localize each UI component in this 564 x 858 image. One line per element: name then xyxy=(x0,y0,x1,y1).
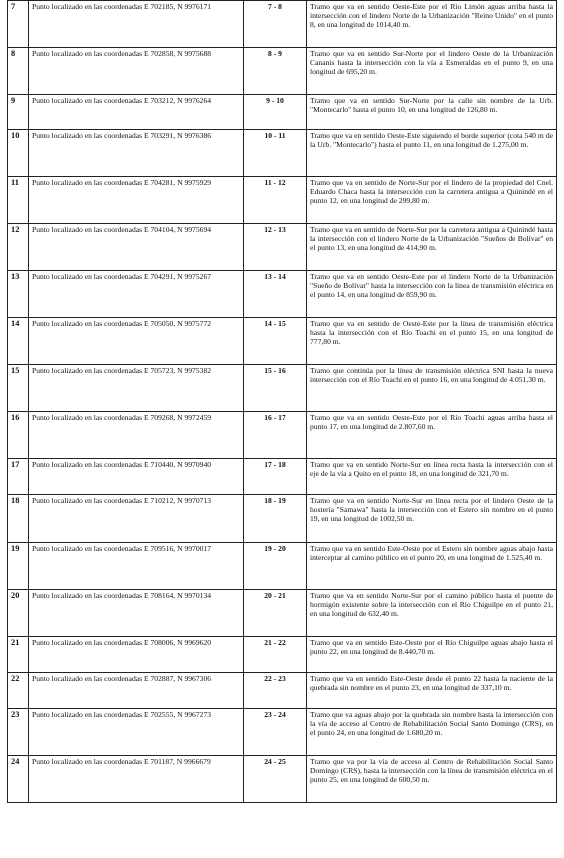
table-row xyxy=(8,543,557,590)
segment-range: 24 - 25 xyxy=(244,756,307,803)
table-row xyxy=(8,709,557,756)
segment-range: 20 - 21 xyxy=(244,590,307,637)
point-location: Punto localizado en las coordenadas E 710440, N 9970940 xyxy=(29,459,244,495)
table-row xyxy=(8,590,557,637)
table-row xyxy=(8,130,557,177)
table-row xyxy=(8,271,557,318)
point-location: Punto localizado en las coordenadas E 702858, N 9975688 xyxy=(29,48,244,95)
point-location: Punto localizado en las coordenadas E 705050, N 9975772 xyxy=(29,318,244,365)
point-location: Punto localizado en las coordenadas E 702555, N 9967273 xyxy=(29,709,244,756)
segment-description: Tramo que va en sentido Sur-Norte por el lindero Oeste de la Urbanización Cananis hasta la intersección con la vía a Esmeraldas en el punto 9, en una longitud de 695,20 m. xyxy=(307,48,557,95)
table-row xyxy=(8,637,557,673)
segment-description: Tramo que va en sentido Sur-Norte por la calle sin nombre de la Urb. "Montecarlo" hasta el punto 10, en una longitud de 126,80 m. xyxy=(307,95,557,130)
point-location: Punto localizado en las coordenadas E 705723, N 9975382 xyxy=(29,365,244,412)
segment-description: Tramo que va en sentido Oeste-Este siguiendo el borde superior (cota 540 m de la Urb. "Montecarlo") hasta el punto 11, en una longitud de 1.275,00 m. xyxy=(307,130,557,177)
segment-description: Tramo que va en sentido Este-Oeste por el Río Chiguilpe aguas abajo hasta el punto 22, en una longitud de 8.440,70 m. xyxy=(307,637,557,673)
row-number: 22 xyxy=(8,673,29,709)
row-number: 13 xyxy=(8,271,29,318)
row-number: 12 xyxy=(8,224,29,271)
segment-range: 19 - 20 xyxy=(244,543,307,590)
point-location: Punto localizado en las coordenadas E 702887, N 9967306 xyxy=(29,673,244,709)
segment-description: Tramo que va en sentido Norte-Sur en línea recta hasta la intersección con el eje de la vía a Quito en el punto 18, en una longitud de 321,70 m. xyxy=(307,459,557,495)
segment-range: 18 - 19 xyxy=(244,495,307,543)
segment-description: Tramo que continúa por la línea de transmisión eléctrica SNI hasta la nueva intersección con el Río Toachi en el punto 16, en una longitud de 4.051,30 m. xyxy=(307,365,557,412)
segment-description: Tramo que va en sentido Oeste-Este por el Río Toachi aguas arriba hasta el punto 17, en una longitud de 2.807,60 m. xyxy=(307,412,557,459)
point-location: Punto localizado en las coordenadas E 703212, N 9976264 xyxy=(29,95,244,130)
row-number: 24 xyxy=(8,756,29,803)
segment-range: 12 - 13 xyxy=(244,224,307,271)
table-row xyxy=(8,412,557,459)
boundary-table xyxy=(7,0,557,803)
point-location: Punto localizado en las coordenadas E 704291, N 9975267 xyxy=(29,271,244,318)
row-number: 7 xyxy=(8,1,29,48)
point-location: Punto localizado en las coordenadas E 704281, N 9975929 xyxy=(29,177,244,224)
segment-range: 23 - 24 xyxy=(244,709,307,756)
segment-description: Tramo que va en sentido Norte-Sur por el camino público hasta el puente de hormigón existente sobre la intersección con el Río Chiguilpe en el punto 21, en una longitud de 632,40 m. xyxy=(307,590,557,637)
row-number: 23 xyxy=(8,709,29,756)
table-row xyxy=(8,365,557,412)
segment-range: 21 - 22 xyxy=(244,637,307,673)
point-location: Punto localizado en las coordenadas E 703291, N 9976386 xyxy=(29,130,244,177)
segment-range: 9 - 10 xyxy=(244,95,307,130)
row-number: 8 xyxy=(8,48,29,95)
row-number: 20 xyxy=(8,590,29,637)
point-location: Punto localizado en las coordenadas E 708006, N 9969620 xyxy=(29,637,244,673)
segment-range: 22 - 23 xyxy=(244,673,307,709)
table-row xyxy=(8,95,557,130)
segment-range: 13 - 14 xyxy=(244,271,307,318)
segment-range: 11 - 12 xyxy=(244,177,307,224)
segment-description: Tramo que va en sentido de Norte-Sur por el lindero de la propiedad del Cnel. Eduardo Chaca hasta la intersección con la carretera antigua a Quinindé en el punto 12, en una longitud de 299,80 m. xyxy=(307,177,557,224)
table-row xyxy=(8,48,557,95)
segment-range: 15 - 16 xyxy=(244,365,307,412)
point-location: Punto localizado en las coordenadas E 701187, N 9966679 xyxy=(29,756,244,803)
table-row xyxy=(8,1,557,48)
segment-range: 14 - 15 xyxy=(244,318,307,365)
segment-description: Tramo que va aguas abajo por la quebrada sin nombre hasta la intersección con la vía de acceso al Centro de Rehabilitación Social Santo Domingo (CRS), en el punto 24, en una longitud de 1.680,20 m. xyxy=(307,709,557,756)
table-row xyxy=(8,756,557,803)
segment-range: 8 - 9 xyxy=(244,48,307,95)
point-location: Punto localizado en las coordenadas E 704104, N 9975694 xyxy=(29,224,244,271)
segment-description: Tramo que va por la vía de acceso al Centro de Rehabilitación Social Santo Domingo (CRS), hasta la intersección con la línea de transmisión eléctrica en el punto 25, en una longitud de 600,50 m. xyxy=(307,756,557,803)
segment-description: Tramo que va en sentido de Norte-Sur por la carretera antigua a Quinindé hasta la intersección con el lindero Norte de la Urbanización "Sueños de Bolívar" en el punto 13, en una longitud de 414,90 m. xyxy=(307,224,557,271)
point-location: Punto localizado en las coordenadas E 702185, N 9976171 xyxy=(29,1,244,48)
table-body xyxy=(8,1,557,803)
table-row xyxy=(8,318,557,365)
row-number: 19 xyxy=(8,543,29,590)
point-location: Punto localizado en las coordenadas E 709268, N 9972459 xyxy=(29,412,244,459)
segment-range: 17 - 18 xyxy=(244,459,307,495)
segment-description: Tramo que va en sentido Oeste-Este por el lindero Norte de la Urbanización "Sueño de Bolívar" hasta la intersección con la línea de transmisión eléctrica en el punto 14, en una longitud de 859,90 m. xyxy=(307,271,557,318)
table-row xyxy=(8,495,557,543)
point-location: Punto localizado en las coordenadas E 709516, N 9970017 xyxy=(29,543,244,590)
segment-range: 16 - 17 xyxy=(244,412,307,459)
table-row xyxy=(8,224,557,271)
point-location: Punto localizado en las coordenadas E 710212, N 9970713 xyxy=(29,495,244,543)
table-row xyxy=(8,673,557,709)
row-number: 9 xyxy=(8,95,29,130)
row-number: 18 xyxy=(8,495,29,543)
segment-description: Tramo que va en sentido Este-Oeste desde el punto 22 hasta la naciente de la quebrada sin nombre en el punto 23, en una longitud de 337,10 m. xyxy=(307,673,557,709)
segment-description: Tramo que va en sentido Este-Oeste por el Estero sin nombre aguas abajo hasta interceptar al camino público en el punto 20, en una longitud de 1.525,40 m. xyxy=(307,543,557,590)
table-row xyxy=(8,177,557,224)
row-number: 17 xyxy=(8,459,29,495)
point-location: Punto localizado en las coordenadas E 708164, N 9970134 xyxy=(29,590,244,637)
row-number: 16 xyxy=(8,412,29,459)
row-number: 21 xyxy=(8,637,29,673)
row-number: 15 xyxy=(8,365,29,412)
row-number: 11 xyxy=(8,177,29,224)
segment-description: Tramo que va en sentido de Oeste-Este por la línea de transmisión eléctrica hasta la intersección con el Río Toachi en el punto 15, en una longitud de 777,80 m. xyxy=(307,318,557,365)
segment-range: 7 - 8 xyxy=(244,1,307,48)
segment-description: Tramo que va en sentido Norte-Sur en línea recta por el lindero Oeste de la hostería "Samawa" hasta la intersección con el Estero sin nombre en el punto 19, en una longitud de 1002,50 m. xyxy=(307,495,557,543)
row-number: 14 xyxy=(8,318,29,365)
table-row xyxy=(8,459,557,495)
segment-range: 10 - 11 xyxy=(244,130,307,177)
row-number: 10 xyxy=(8,130,29,177)
segment-description: Tramo que va en sentido Oeste-Este por el Río Limón aguas arriba hasta la intersección con el lindero Norte de la Urbanización "Reino Unido" en el punto 8, en una longitud de 1014,40 m. xyxy=(307,1,557,48)
